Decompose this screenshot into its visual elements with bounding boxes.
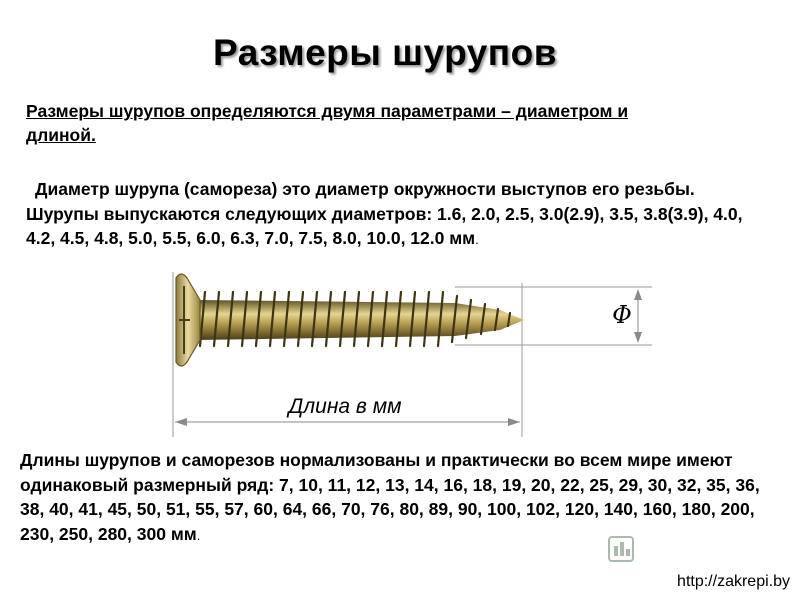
lengths-paragraph [20,448,780,548]
intro-text: Размеры шурупов определяются двумя параметрами – диаметром и длиной. [26,101,629,145]
lengths-text: Длины шурупов и саморезов нормализованы и практически во всем мире имеют одинаковый размерный ряд: 7, 10, 11, 12, 13, 14, 16, 18, 19, 20, 22, 25, 29, 30, 32, 35, 36, 38, 40, 41, 45, 50, 51, 55, 57, 60, 64, 66, 70, 76, 80, 89, 90, 100, 102, 120, 140, 160, 180, 200, 230, 250, 280, 300 мм [20,450,760,544]
diameter-symbol: Φ [612,301,632,329]
page-title: Размеры шурупов [213,32,557,73]
source-link[interactable]: http://zakrepi.by [677,573,790,590]
diameter-period: . [475,232,479,247]
length-label: Длина в мм [288,395,402,418]
screw-icon [176,274,524,366]
dimension-lines [173,272,652,437]
watermark-icon [606,534,636,564]
lengths-period: . [196,527,201,543]
diameter-text: Диаметр шурупа (самореза) это диаметр окружности выступов его резьбы. Шурупы выпускаются следующих диаметров: 1.6, 2.0, 2.5, 3.0(2.9), 3.5, 3.8(3.9), 4.0, 4.2, 4.5, 4.8, 5.0, 5.5, 6.0, 6.3, 7.0, 7.5, 8.0, 10.0, 12.0 мм [26,179,743,248]
